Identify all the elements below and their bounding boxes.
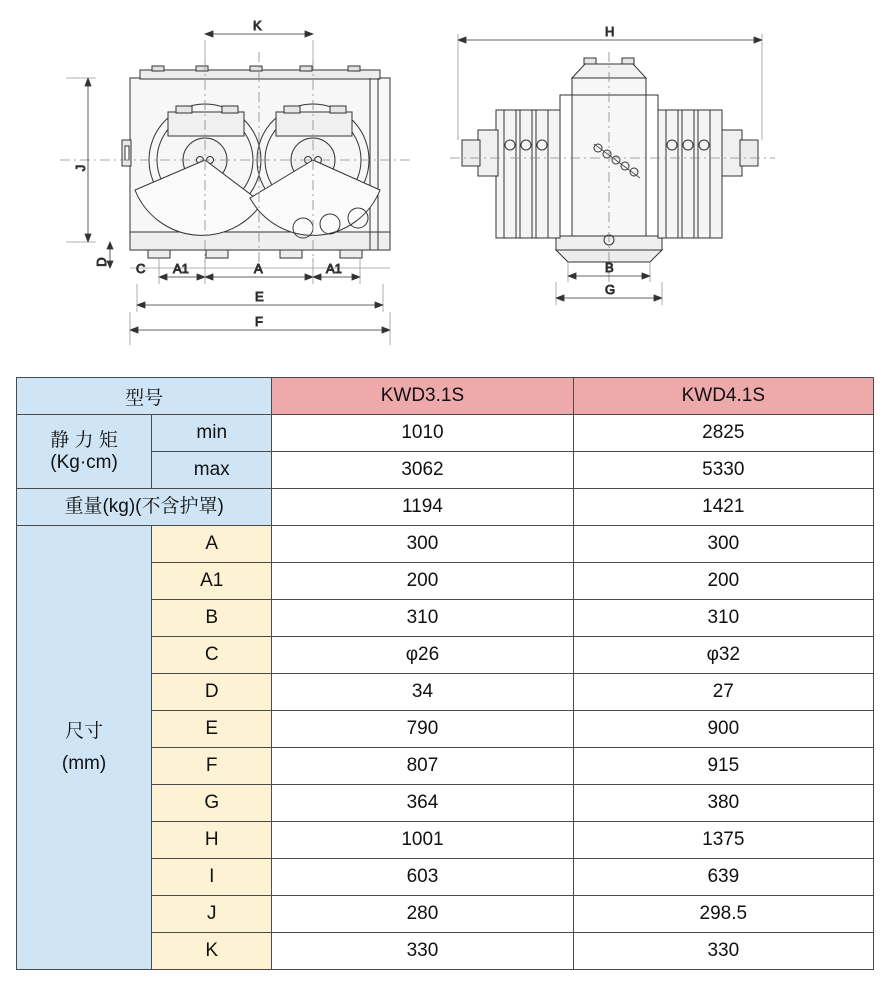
value-D-model1: 34 bbox=[272, 674, 573, 711]
value-I-model2: 639 bbox=[573, 859, 873, 896]
sub-label-D: D bbox=[152, 674, 272, 711]
sub-label-E: E bbox=[152, 711, 272, 748]
row-label-weight: 重量(kg)(不含护罩) bbox=[17, 489, 272, 526]
drawing-svg bbox=[0, 0, 890, 370]
value-C-model2: φ32 bbox=[573, 637, 873, 674]
dim-label-F: F bbox=[255, 314, 263, 329]
value-K-model2: 330 bbox=[573, 933, 873, 970]
value-J-model1: 280 bbox=[272, 896, 573, 933]
table-row bbox=[17, 415, 874, 452]
value-B-model1: 310 bbox=[272, 600, 573, 637]
value-weight-model2: 1421 bbox=[573, 489, 873, 526]
static-torque-line2: (Kg·cm) bbox=[50, 451, 118, 473]
spec-table bbox=[16, 377, 874, 970]
front-view-body bbox=[122, 66, 390, 258]
side-view-body bbox=[462, 58, 758, 262]
value-H-model1: 1001 bbox=[272, 822, 573, 859]
dim-label-E: E bbox=[255, 289, 264, 304]
header-model-2: KWD4.1S bbox=[573, 378, 873, 415]
header-model-label: 型号 bbox=[17, 378, 272, 415]
dim-label-H: H bbox=[605, 24, 615, 39]
dim-label-A1-left: A1 bbox=[173, 261, 189, 276]
spec-table-container bbox=[16, 377, 874, 970]
value-D-model2: 27 bbox=[573, 674, 873, 711]
dimensions-line1: 尺寸 bbox=[65, 720, 104, 742]
sub-label-G: G bbox=[152, 785, 272, 822]
static-torque-line1: 静 力 矩 bbox=[50, 429, 118, 451]
header-model-1: KWD3.1S bbox=[272, 378, 573, 415]
value-A1-model1: 200 bbox=[272, 563, 573, 600]
dim-label-A1-right: A1 bbox=[326, 261, 342, 276]
value-J-model2: 298.5 bbox=[573, 896, 873, 933]
value-min-model2: 2825 bbox=[573, 415, 873, 452]
table-row bbox=[17, 526, 874, 563]
value-A1-model2: 200 bbox=[573, 563, 873, 600]
value-weight-model1: 1194 bbox=[272, 489, 573, 526]
sub-label-A1: A1 bbox=[152, 563, 272, 600]
dim-label-A: A bbox=[254, 261, 263, 276]
sub-label-J: J bbox=[152, 896, 272, 933]
table-row bbox=[17, 489, 874, 526]
sub-label-C: C bbox=[152, 637, 272, 674]
value-C-model1: φ26 bbox=[272, 637, 573, 674]
dim-label-C: C bbox=[136, 261, 146, 276]
value-H-model2: 1375 bbox=[573, 822, 873, 859]
sub-label-B: B bbox=[152, 600, 272, 637]
value-A-model1: 300 bbox=[272, 526, 573, 563]
dim-label-D: D bbox=[94, 257, 109, 267]
row-label-static-torque bbox=[17, 415, 152, 489]
value-max-model2: 5330 bbox=[573, 452, 873, 489]
dim-label-B: B bbox=[605, 260, 614, 275]
row-label-dimensions bbox=[17, 526, 152, 970]
value-F-model1: 807 bbox=[272, 748, 573, 785]
value-E-model2: 900 bbox=[573, 711, 873, 748]
sub-label-I: I bbox=[152, 859, 272, 896]
dimensions-line2: (mm) bbox=[61, 752, 107, 774]
sub-label-min: min bbox=[152, 415, 272, 452]
table-header-row bbox=[17, 378, 874, 415]
technical-drawing bbox=[0, 0, 890, 370]
value-I-model1: 603 bbox=[272, 859, 573, 896]
value-E-model1: 790 bbox=[272, 711, 573, 748]
sub-label-K: K bbox=[152, 933, 272, 970]
sub-label-max: max bbox=[152, 452, 272, 489]
dim-label-G: G bbox=[605, 282, 616, 297]
value-F-model2: 915 bbox=[573, 748, 873, 785]
value-G-model2: 380 bbox=[573, 785, 873, 822]
value-max-model1: 3062 bbox=[272, 452, 573, 489]
value-K-model1: 330 bbox=[272, 933, 573, 970]
sub-label-F: F bbox=[152, 748, 272, 785]
value-A-model2: 300 bbox=[573, 526, 873, 563]
sub-label-A: A bbox=[152, 526, 272, 563]
sub-label-H: H bbox=[152, 822, 272, 859]
value-min-model1: 1010 bbox=[272, 415, 573, 452]
value-G-model1: 364 bbox=[272, 785, 573, 822]
dim-label-K: K bbox=[253, 18, 262, 33]
dim-label-J: J bbox=[73, 164, 88, 172]
value-B-model2: 310 bbox=[573, 600, 873, 637]
